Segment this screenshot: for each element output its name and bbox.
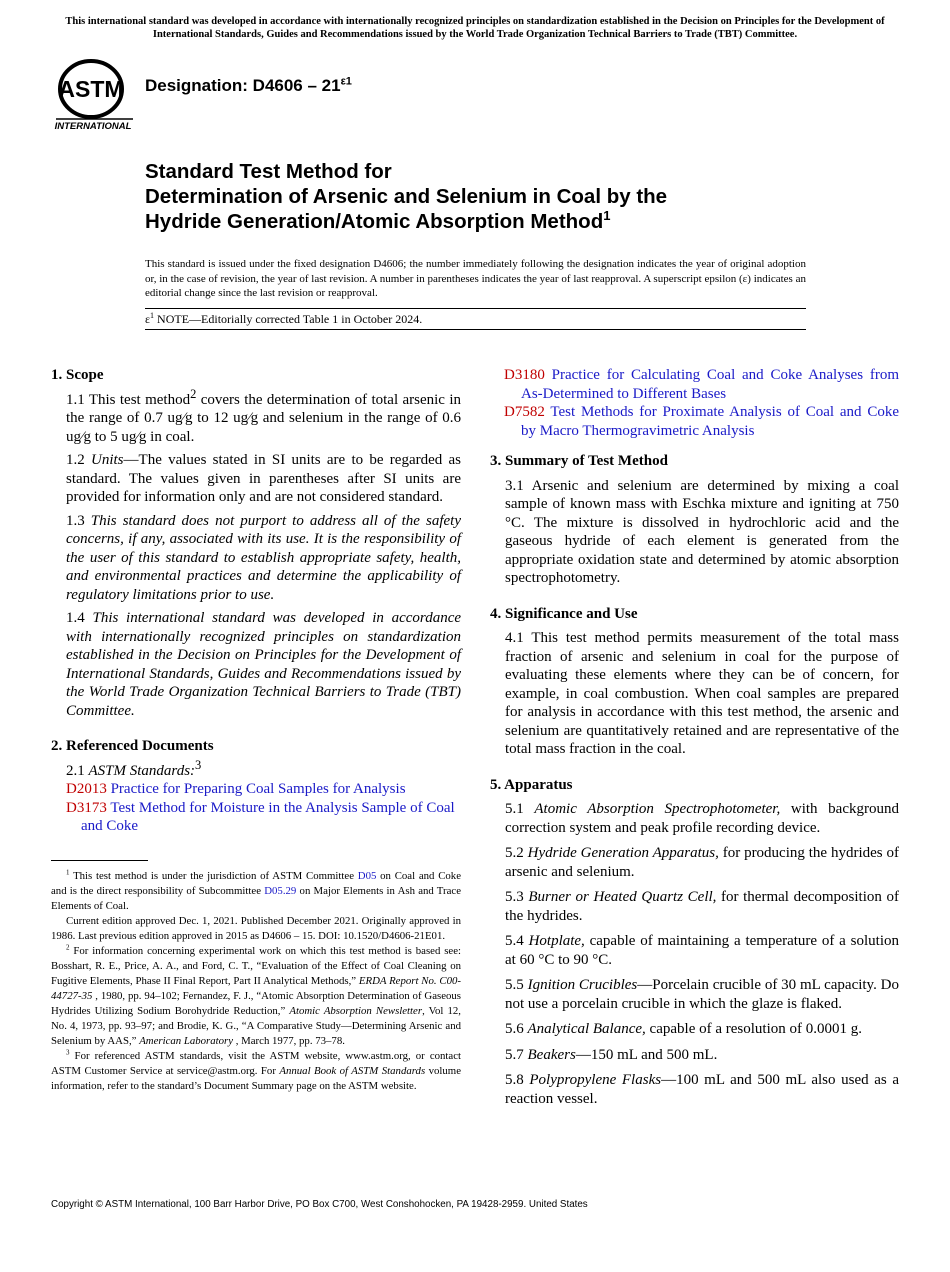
title-line-3: Hydride Generation/Atomic Absorption Method$^1$ [145, 208, 611, 233]
footnote-2: $^2$ For information concerning experimental work on which this test method is based see: Bosshart, R. E., Price, A. A., and Ford, C. T., “Evaluation of the Effect of Coal Cleaning on Fugitive Elements, Phase II Final Report, Part II Analytical Methods,” ERDA Report No. C00-44727-35 , 1980, pp. 94–102; Fernandez, F. J., “Atomic Absorption Determination of Gaseous Hydrides Utilizing Sodium Borohydride Reduction,” Atomic Absorption Newsletter, Vol 12, No. 4, 1973, pp. 93–97; and Brodie, K. G., “A Comparative Study—Determining Arsenic and Selenium by AAS,” American Laboratory , March 1977, pp. 73–78. [51, 943, 462, 1047]
paragraph-1-3: 1.3 This standard does not purport to address all of the safety concerns, if any, associated with its use. It is the responsibility of the user of this standard to establish appropriate safety, health, and environmental practices and determine the applicability of regulatory limitations prior to use. [66, 512, 461, 603]
copyright-footer: Copyright © ASTM International, 100 Barr Harbor Drive, PO Box C700, West Conshohocken, PA 19428-2959. United States [51, 1199, 588, 1210]
editorial-note: $\varepsilon^1$ NOTE—Editorially corrected Table 1 in October 2024. [145, 308, 806, 330]
paragraph-5-3: 5.3 Burner or Heated Quartz Cell, for thermal decomposition of the hydrides. [505, 889, 900, 924]
logo-text: ASTM [58, 76, 124, 102]
footnote-3: $^3$ For referenced ASTM standards, visit the ASTM website, www.astm.org, or contact ASTM Customer Service at service@astm.org. For Annual Book of ASTM Standards volume information, refer to the standard’s Document Summary page on the ASTM website. [51, 1048, 461, 1092]
astm-standards-subheading: 2.1 ASTM Standards:$^3$ [66, 757, 202, 779]
international-standard-banner: This international standard was developed in accordance with internationally recognized principles on standardization established in the Decision on Principles for the Development of International Standards, Guides and Recommendations issued by the World Trade Organization Technical Barriers to Trade (TBT) Committee. [65, 16, 885, 40]
section-heading-significance: 4. Significance and Use [490, 605, 638, 622]
issuance-note: This standard is issued under the fixed designation D4606; the number immediately following the designation indicates the year of original adoption or, in the case of revision, the year of last revision. A number in parentheses indicates the year of last reapproval. A superscript epsilon (ε) indicates an editorial change since the last revision or reapproval. [145, 258, 806, 299]
reference-item[interactable]: D3173 Test Method for Moisture in the Analysis Sample of Coal and Coke [66, 799, 455, 834]
left-column [51, 366, 461, 836]
title-footnote-mark: 1 [603, 208, 611, 224]
paragraph-5-1: 5.1 Atomic Absorption Spectrophotometer, with background correction system and peak profile recording device. [505, 801, 899, 836]
reference-item[interactable]: D3180 Practice for Calculating Coal and Coke Analyses from As-Determined to Different Bases [504, 367, 899, 402]
edition-note: Current edition approved Dec. 1, 2021. Published December 2021. Originally approved in 1986. Last previous edition approved in 2015 as D4606 – 15. DOI: 10.1520/D4606-21E01. [51, 915, 461, 942]
paragraph-5-8: 5.8 Polypropylene Flasks—100 mL and 500 mL also used as a reaction vessel. [505, 1072, 900, 1107]
section-heading-summary: 3. Summary of Test Method [490, 453, 668, 469]
title-line-2: Determination of Arsenic and Selenium in Coal by the [145, 185, 668, 208]
paragraph-3-1: 3.1 Arsenic and selenium are determined by mixing a coal sample of known mass with Eschka mixture and igniting at 750 °C. The mixture is dissolved in hydrochloric acid and the gaseous hydride of each element is generated from the appropriate oxidation state and determined by atomic absorption spectrophotometry. [505, 477, 899, 586]
paragraph-5-4: 5.4 Hotplate, capable of maintaining a temperature of a solution at 60 °C to 90 °C. [505, 933, 899, 968]
paragraph-5-2: 5.2 Hydride Generation Apparatus, for producing the hydrides of arsenic and selenium. [505, 845, 899, 880]
subcommittee-link[interactable]: D05.29 [264, 885, 297, 897]
footnotes [51, 869, 461, 1094]
logo-subtext: INTERNATIONAL [54, 121, 132, 132]
paragraph-1-4: 1.4 This international standard was developed in accordance with internationally recognized principles on standardization established in the Decision on Principles for the Development of International Standards, Guides and Recommendations issued by the World Trade Organization Technical Barriers to Trade (TBT) Committee. [66, 610, 462, 719]
reference-item[interactable]: D7582 Test Methods for Proximate Analysis of Coal and Coke by Macro Thermogravimetric Analysis [504, 404, 899, 439]
paragraph-4-1: 4.1 This test method permits measurement of the total mass fraction of arsenic and selenium in coal for the purpose of evaluating these elements where they can be of concern, for example, in coal combustion. When coal samples are prepared for analysis in accordance with this test method, the arsenic and selenium are quantitatively retained and are representative of the total mass fraction in the coal. [505, 630, 899, 757]
reference-item[interactable]: D2013 Practice for Preparing Coal Samples for Analysis [66, 781, 406, 797]
paragraph-1-2: 1.2 Units—The values stated in SI units are to be regarded as standard. The values given in parentheses after SI units are provided for information only and are not considered standard. [66, 452, 462, 505]
right-column [490, 366, 899, 1115]
committee-link[interactable]: D05 [357, 870, 377, 882]
paragraph-1-1: 1.1 This test method$^2$ covers the determination of total arsenic in the range of 0.7 ug⁄g to 12 ug⁄g and selenium in the range of 0.6 ug⁄g to 5 ug⁄g in coal. [66, 386, 461, 445]
designation-label: Designation: D4606 – 21 [145, 76, 341, 95]
section-heading-apparatus: 5. Apparatus [490, 776, 573, 793]
paragraph-5-6: 5.6 Analytical Balance, capable of a resolution of 0.0001 g. [505, 1021, 862, 1037]
page-title [145, 159, 845, 234]
section-heading-referenced-documents: 2. Referenced Documents [51, 738, 214, 754]
astm-logo [53, 57, 135, 132]
paragraph-5-7: 5.7 Beakers—150 mL and 500 mL. [505, 1046, 718, 1063]
footnote-1: $^1$ This test method is under the jurisdiction of ASTM Committee D05 on Coal and Coke and is the direct responsibility of Subcommittee D05.29 on Major Elements in Ash and Trace Elements of Coal. [51, 868, 461, 912]
footnote-divider [51, 860, 148, 861]
designation [145, 76, 352, 96]
paragraph-5-5: 5.5 Ignition Crucibles—Porcelain crucible of 30 mL capacity. Do not use a porcelain crucible in which the glaze is flaked. [505, 977, 899, 1012]
section-heading-scope: 1. Scope [51, 367, 104, 383]
title-line-1: Standard Test Method for [145, 160, 392, 183]
designation-epsilon: ε1 [340, 75, 352, 88]
